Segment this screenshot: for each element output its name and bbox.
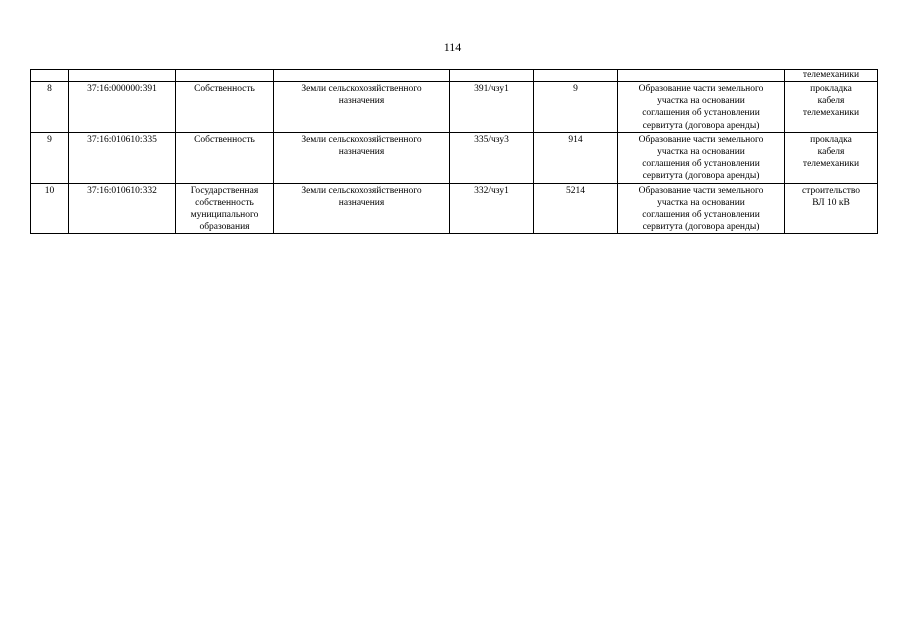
table-row-continuation [31, 70, 878, 82]
purpose-line: прокладка [810, 134, 852, 145]
right-line: собственность [195, 197, 254, 208]
cell-part: 391/чзу1 [450, 82, 534, 133]
cell-num: 9 [31, 132, 69, 183]
cell-basis [618, 183, 785, 234]
land-plots-table [30, 69, 878, 234]
basis-line: Образование части земельного [638, 84, 764, 94]
cell-basis [618, 82, 785, 133]
purpose-line: телемеханики [802, 108, 860, 119]
purpose-line: прокладка [810, 84, 852, 94]
basis-line: Образование части земельного [638, 134, 764, 145]
category-line: Земли сельскохозяйственного [301, 84, 422, 94]
basis-line: сервитута (договора аренды) [642, 171, 760, 182]
basis-line: сервитута (договора аренды) [642, 120, 760, 131]
page-number: 114 [443, 40, 462, 54]
cell-area: 9 [534, 82, 618, 133]
cell-category [274, 132, 450, 183]
table-row [31, 82, 878, 133]
category-line: Земли сельскохозяйственного [301, 185, 422, 196]
cell-purpose [785, 183, 878, 234]
cell-right [176, 70, 274, 82]
cell-part: 332/чзу1 [450, 183, 534, 234]
basis-line: сервитута (договора аренды) [642, 222, 760, 233]
category-line: Земли сельскохозяйственного [301, 134, 422, 145]
cell-part: 335/чзу3 [450, 132, 534, 183]
basis-line: участка на основании [657, 147, 745, 158]
category-line: назначения [338, 147, 385, 158]
right-line: Собственность [194, 134, 255, 145]
cell-category [274, 70, 450, 82]
table-row [31, 132, 878, 183]
cell-num [31, 70, 69, 82]
cell-basis [618, 132, 785, 183]
category-line: назначения [338, 197, 385, 208]
cell-num: 8 [31, 82, 69, 133]
cell-cadastral: 37:16:010610:335 [69, 132, 176, 183]
cell-area [534, 70, 618, 82]
right-line: образования [199, 222, 250, 233]
cell-cadastral: 37:16:010610:332 [69, 183, 176, 234]
basis-line: соглашения об установлении [642, 159, 760, 170]
purpose-line: ВЛ 10 кВ [812, 197, 850, 208]
cell-right [176, 183, 274, 234]
cell-cadastral [69, 70, 176, 82]
cell-purpose [785, 82, 878, 133]
right-line: Собственность [194, 84, 255, 94]
right-line: муниципального [190, 210, 259, 221]
purpose-line: кабеля [817, 96, 845, 107]
cell-purpose [785, 132, 878, 183]
cell-part [450, 70, 534, 82]
table-row [31, 183, 878, 234]
purpose-line: кабеля [817, 147, 845, 158]
basis-line: участка на основании [657, 96, 745, 107]
cell-basis [618, 70, 785, 82]
basis-line: соглашения об установлении [642, 108, 760, 119]
purpose-line: телемеханики [802, 159, 860, 170]
cell-area: 5214 [534, 183, 618, 234]
category-line: назначения [338, 96, 385, 107]
cell-category [274, 183, 450, 234]
basis-line: участка на основании [657, 197, 745, 208]
cell-purpose: телемеханики [785, 70, 878, 82]
basis-line: Образование части земельного [638, 185, 764, 196]
cell-right [176, 132, 274, 183]
cell-num: 10 [31, 183, 69, 234]
cell-right [176, 82, 274, 133]
cell-category [274, 82, 450, 133]
right-line: Государственная [190, 185, 259, 196]
purpose-line: строительство [801, 185, 861, 196]
cell-area: 914 [534, 132, 618, 183]
basis-line: соглашения об установлении [642, 210, 760, 221]
cell-cadastral: 37:16:000000:391 [69, 82, 176, 133]
